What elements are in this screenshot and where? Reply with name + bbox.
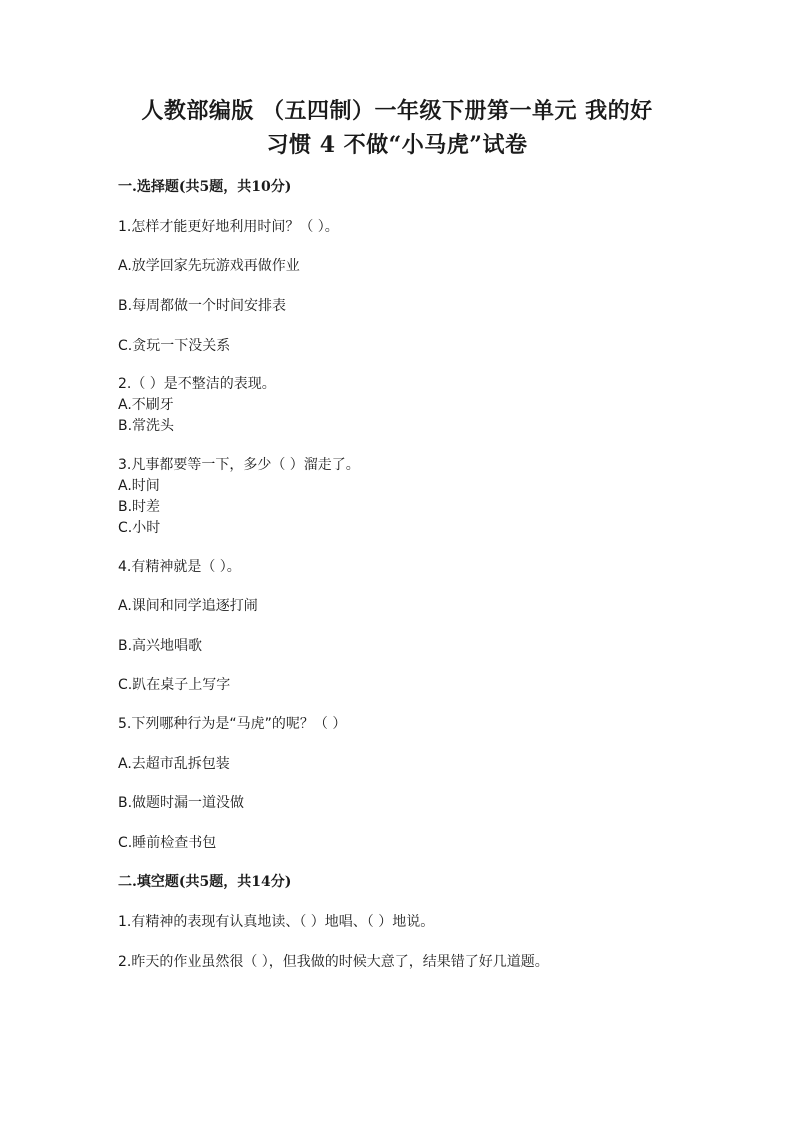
question-4-option-b: B.高兴地唱歌 [118,638,203,654]
question-1-stem: 1.怎样才能更好地利用时间？（ ）。 [118,219,339,235]
question-4-option-a: A.课间和同学追逐打闹 [118,598,258,614]
fill-blank-question-1: 1.有精神的表现有认真地读、（ ）地唱、（ ）地说。 [118,914,435,930]
question-5-option-c: C.睡前检查书包 [118,835,217,851]
question-3-option-b: B.时差 [118,499,161,515]
fill-blank-question-2: 2.昨天的作业虽然很（ ），但我做的时候大意了，结果错了好几道题。 [118,954,549,970]
question-3-option-a: A.时间 [118,478,160,494]
question-1-option-b: B.每周都做一个时间安排表 [118,298,287,314]
question-4-stem: 4.有精神就是（ ）。 [118,559,241,575]
question-5-option-a: A.去超市乱拆包装 [118,756,230,772]
question-1-option-a: A.放学回家先玩游戏再做作业 [118,258,300,274]
section-heading-choice: 一.选择题(共5题，共10分) [118,179,292,195]
question-2-option-a: A.不刷牙 [118,397,174,413]
question-3-stem: 3.凡事都要等一下，多少（ ）溜走了。 [118,457,360,473]
question-4-option-c: C.趴在桌子上写字 [118,677,231,693]
question-3-option-c: C.小时 [118,520,161,536]
question-2-option-b: B.常洗头 [118,418,175,434]
section-heading-fill-blank: 二.填空题(共5题，共14分) [118,874,292,890]
exam-title-line1: 人教部编版 （五四制）一年级下册第一单元 我的好 [141,98,653,124]
question-2-stem: 2.（ ）是不整洁的表现。 [118,376,276,392]
question-5-stem: 5.下列哪种行为是“马虎”的呢？（ ） [118,716,347,732]
question-5-option-b: B.做题时漏一道没做 [118,795,245,811]
question-1-option-c: C.贪玩一下没关系 [118,338,231,354]
exam-title-line2: 习惯 4 不做“小马虎”试卷 [266,132,528,158]
